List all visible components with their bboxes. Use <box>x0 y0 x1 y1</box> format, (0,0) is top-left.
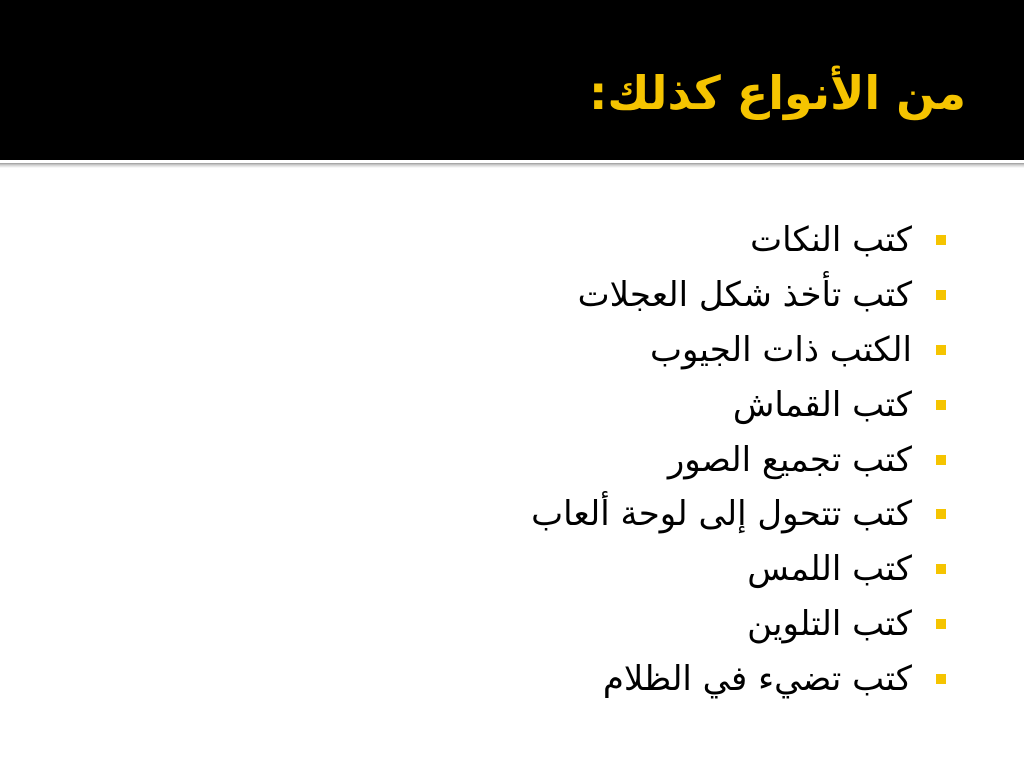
square-bullet-icon <box>936 290 946 300</box>
bullet-item <box>531 432 946 487</box>
bullet-text: الكتب ذات الجيوب <box>649 329 912 370</box>
bullet-text: كتب تأخذ شكل العجلات <box>577 275 912 316</box>
bullet-text: كتب النكات <box>750 220 912 261</box>
bullet-item <box>531 487 946 542</box>
bullet-list <box>531 213 946 706</box>
square-bullet-icon <box>936 345 946 355</box>
square-bullet-icon <box>936 564 946 574</box>
slide-title: من الأنواع كذلك: <box>588 66 966 120</box>
square-bullet-icon <box>936 619 946 629</box>
square-bullet-icon <box>936 400 946 410</box>
bullet-item <box>531 377 946 432</box>
square-bullet-icon <box>936 674 946 684</box>
bullet-item <box>531 542 946 597</box>
bullet-item <box>531 323 946 378</box>
square-bullet-icon <box>936 235 946 245</box>
bullet-text: كتب التلوين <box>747 603 912 644</box>
bullet-text: كتب القماش <box>732 384 912 425</box>
square-bullet-icon <box>936 509 946 519</box>
square-bullet-icon <box>936 455 946 465</box>
bullet-text: كتب تضيء في الظلام <box>602 658 912 699</box>
bullet-text: كتب تتحول إلى لوحة ألعاب <box>531 494 912 535</box>
bullet-item <box>531 268 946 323</box>
bullet-text: كتب تجميع الصور <box>667 439 912 480</box>
bullet-item <box>531 651 946 706</box>
title-divider <box>0 160 1024 168</box>
bullet-item <box>531 213 946 268</box>
bullet-text: كتب اللمس <box>747 549 912 590</box>
title-bar <box>0 0 1024 160</box>
bullet-item <box>531 597 946 652</box>
